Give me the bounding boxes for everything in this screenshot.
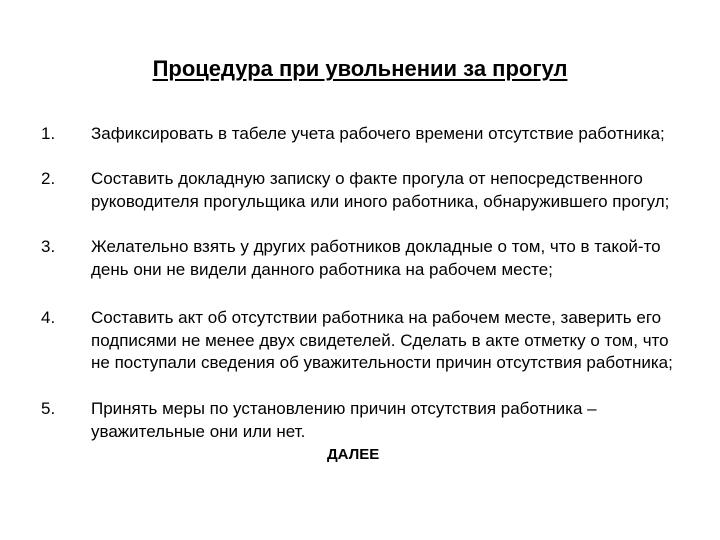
list-item-text: Желательно взять у других работников докладные о том, что в такой-то день они не видели данного работника на рабочем месте; <box>91 237 661 279</box>
list-item-text: Принять меры по установлению причин отсутствия работника – уважительные они или нет. <box>91 399 597 441</box>
next-link[interactable]: ДАЛЕЕ <box>327 446 380 463</box>
list-item-text: Составить докладную записку о факте прогула от непосредственного руководителя прогульщика или иного работника, обнаружившего прогул; <box>91 169 670 211</box>
list-item-number: 5. <box>41 399 56 418</box>
slide-title-text: Процедура при увольнении за прогул <box>152 56 568 81</box>
list-item-text: Составить акт об отсутствии работника на рабочем месте, заверить его подписями не менее двух свидетелей. Сделать в акте отметку о том, что не поступали сведения об уважительности причин отсутствия работника; <box>91 308 673 372</box>
list-item-text: Зафиксировать в табеле учета рабочего времени отсутствие работника; <box>91 124 665 143</box>
list-item-number: 2. <box>41 169 56 188</box>
list-item-number: 3. <box>41 237 56 256</box>
list-item-number: 1. <box>41 124 56 143</box>
list-item-number: 4. <box>41 308 56 327</box>
slide-title <box>0 54 720 84</box>
